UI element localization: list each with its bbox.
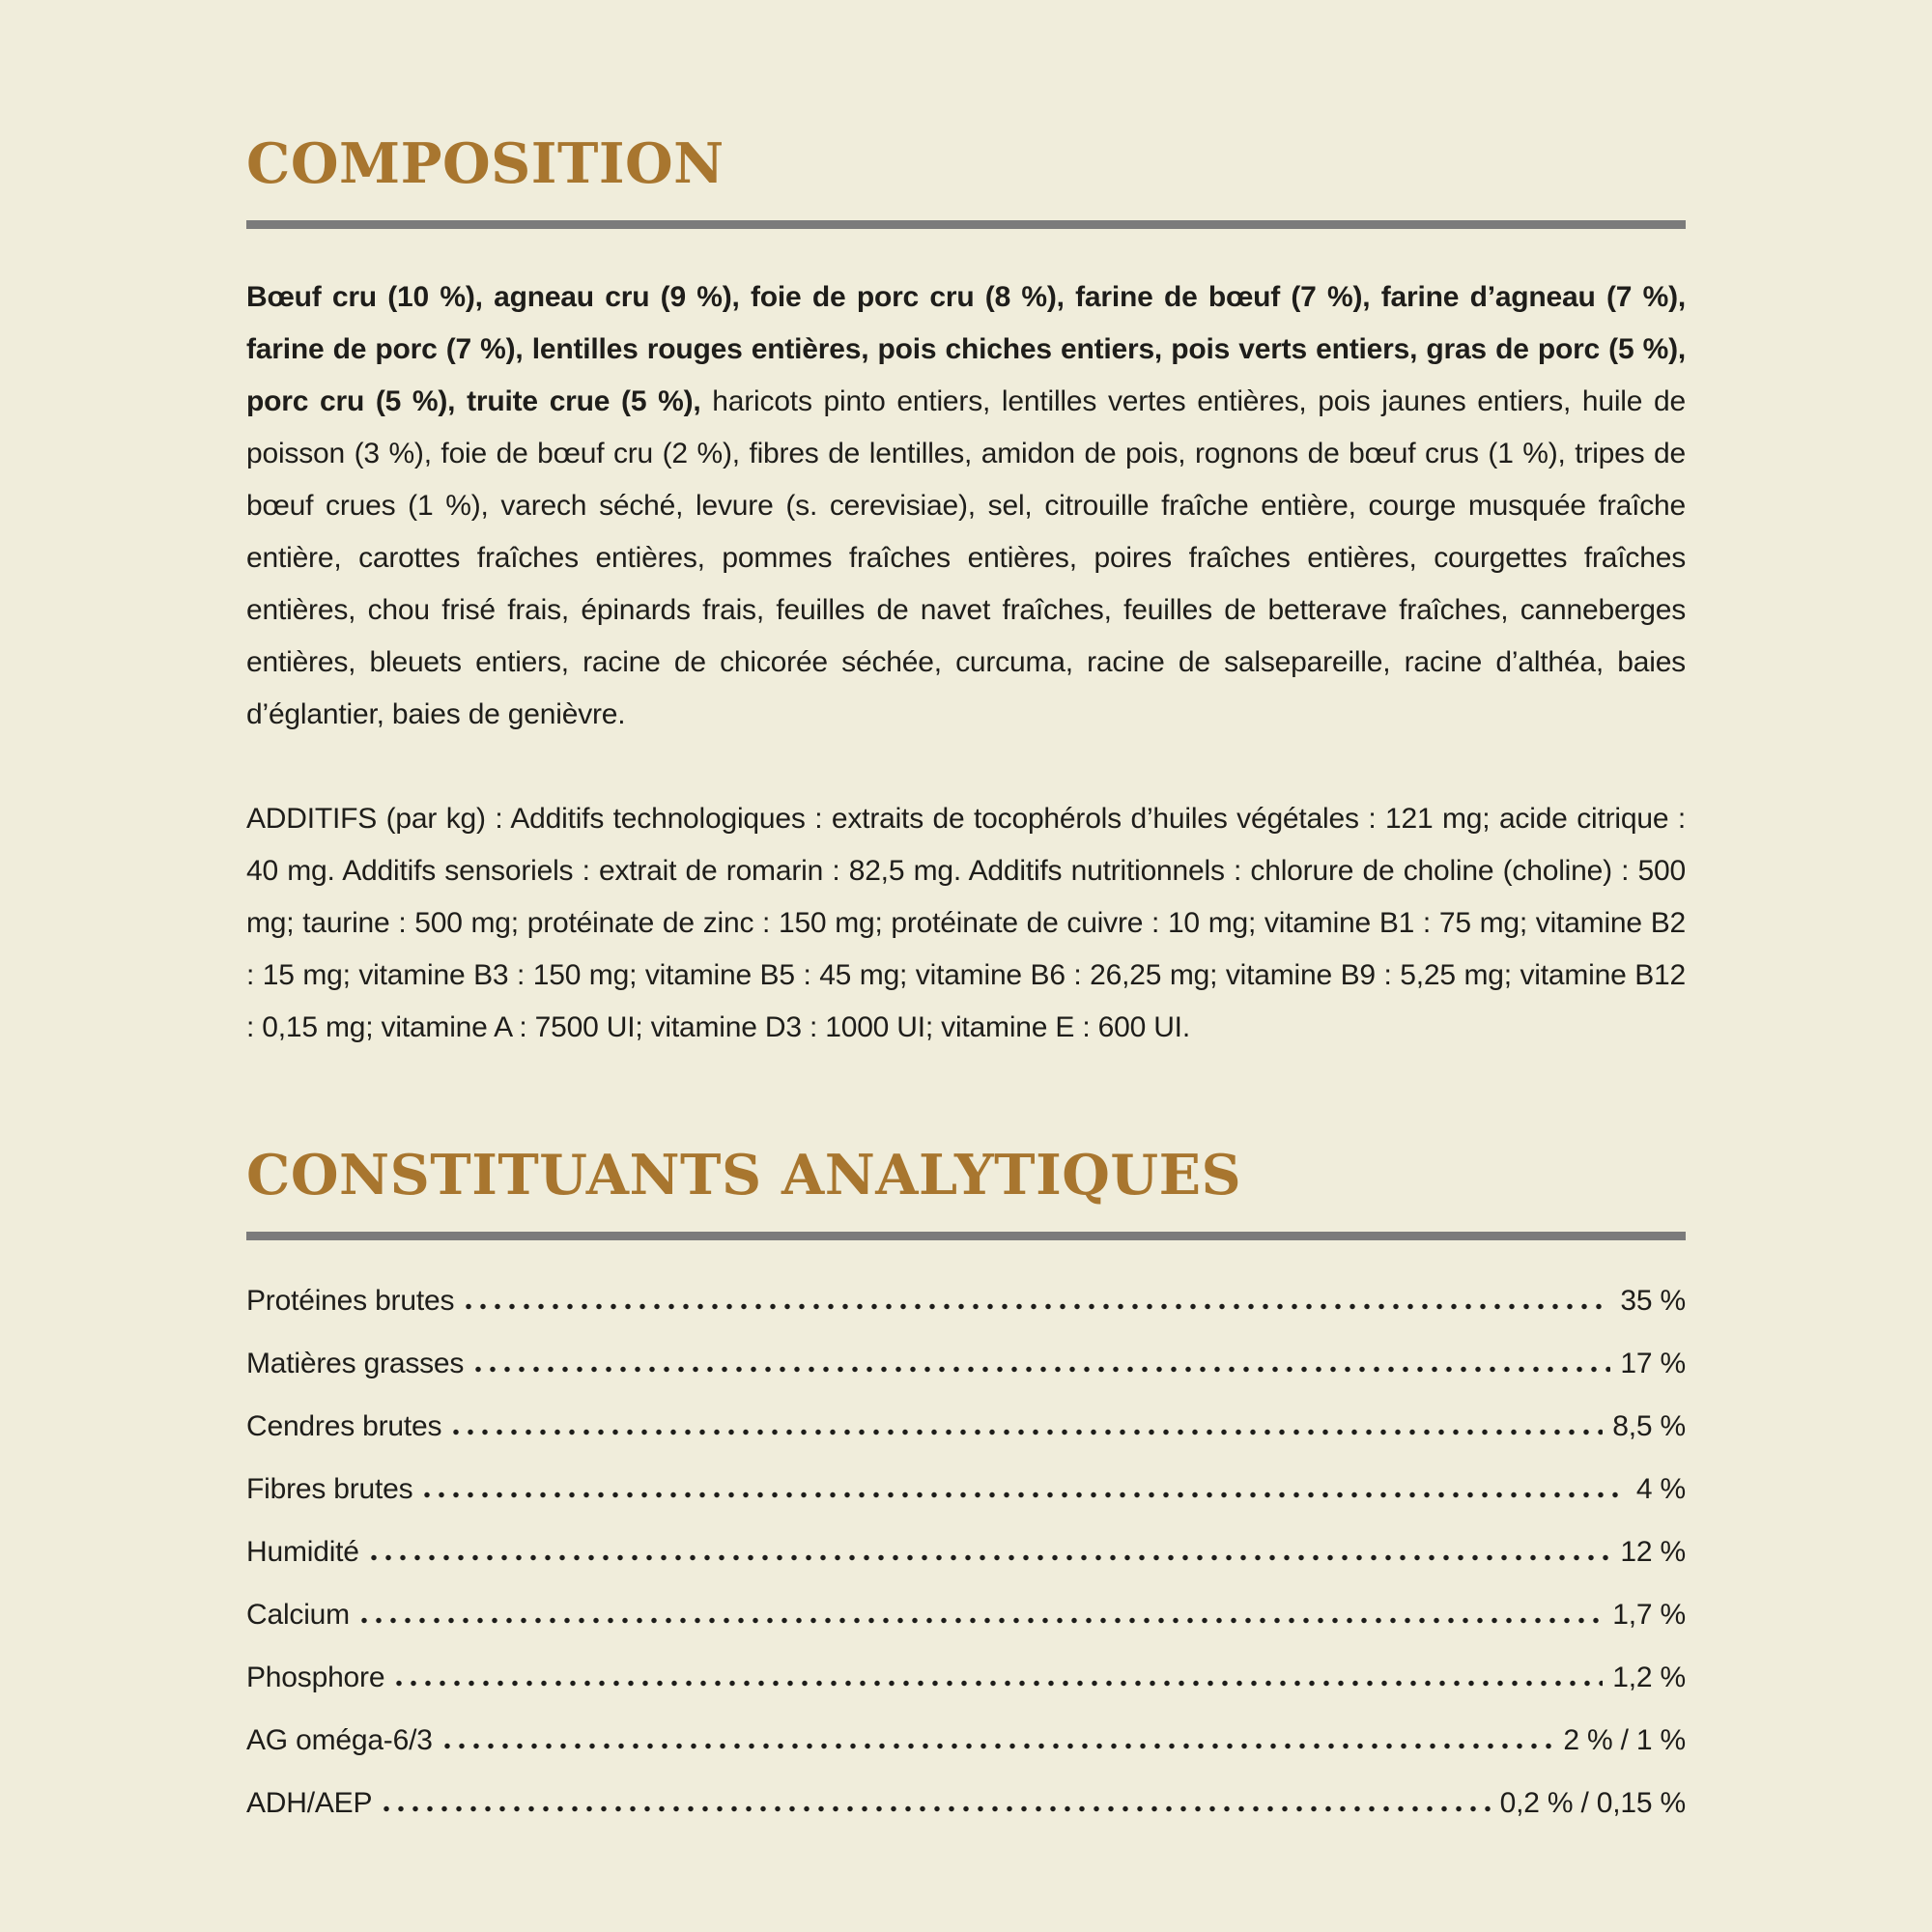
table-row bbox=[246, 1473, 1686, 1536]
ca-row-value: 0,2 % / 0,15 % bbox=[1499, 1787, 1686, 1819]
ca-row-label: Calcium bbox=[246, 1599, 350, 1631]
table-row bbox=[246, 1348, 1686, 1410]
table-row bbox=[246, 1662, 1686, 1724]
dotted-leader bbox=[371, 1554, 1611, 1561]
additives-paragraph: ADDITIFS (par kg) : Additifs technologiques : extraits de tocophérols d’huiles végétales : 121 mg; acide citrique : 40 mg. Additifs sensoriels : extrait de romarin : 82,5 mg. Additifs nutritionnels : chlorure de choline (choline) : 500 mg; taurine : 500 mg; protéinate de zinc : 150 mg; protéinate de cuivre : 10 mg; vitamine B1 : 75 mg; vitamine B2 : 15 mg; vitamine B3 : 150 mg; vitamine B5 : 45 mg; vitamine B6 : 26,25 mg; vitamine B9 : 5,25 mg; vitamine B12 : 0,15 mg; vitamine A : 7500 UI; vitamine D3 : 1000 UI; vitamine E : 600 UI. bbox=[246, 803, 1686, 1043]
ca-row-value: 8,5 % bbox=[1612, 1410, 1686, 1442]
ca-row-value: 4 % bbox=[1635, 1473, 1686, 1505]
analytical-section bbox=[246, 1143, 1686, 1850]
ca-row-label: Fibres brutes bbox=[246, 1473, 413, 1505]
dotted-leader bbox=[424, 1492, 1626, 1498]
table-row bbox=[246, 1285, 1686, 1348]
table-row bbox=[246, 1787, 1686, 1850]
composition-title: COMPOSITION bbox=[246, 131, 724, 196]
ca-row-label: Matières grasses bbox=[246, 1348, 465, 1379]
table-row bbox=[246, 1410, 1686, 1473]
ca-row-value: 2 % / 1 % bbox=[1563, 1724, 1686, 1756]
ca-row-label: Protéines brutes bbox=[246, 1285, 455, 1317]
ca-row-value: 12 % bbox=[1620, 1536, 1686, 1568]
composition-section bbox=[246, 131, 1686, 1054]
ingredients-regular-text: haricots pinto entiers, lentilles vertes entières, pois jaunes entiers, huile de poisson (3 %), foie de bœuf cru (2 %), fibres de lentilles, amidon de pois, rognons de bœuf crus (1 %), tripes de bœuf crues (1 %), varech séché, levure (s. cerevisiae), sel, citrouille fraîche entière, courge musquée fraîche entière, carottes fraîches entières, pommes fraîches entières, poires fraîches entières, courgettes fraîches entières, chou frisé frais, épinards frais, feuilles de navet fraîches, feuilles de betterave fraîches, canneberges entières, bleuets entiers, racine de chicorée séchée, curcuma, racine de salsepareille, racine d’althéa, baies d’églantier, baies de genièvre. bbox=[246, 385, 1686, 730]
ca-row-value: 17 % bbox=[1620, 1348, 1686, 1379]
table-row bbox=[246, 1599, 1686, 1662]
ca-row-label: ADH/AEP bbox=[246, 1787, 373, 1819]
dotted-leader bbox=[444, 1743, 1554, 1749]
dotted-leader bbox=[396, 1680, 1603, 1687]
analytical-divider bbox=[246, 1232, 1686, 1240]
ca-row-label: AG oméga-6/3 bbox=[246, 1724, 433, 1756]
table-row bbox=[246, 1724, 1686, 1787]
ingredients-paragraph bbox=[246, 271, 1686, 741]
dotted-leader bbox=[453, 1429, 1603, 1435]
ingredients-bold-text: Bœuf cru (10 %), agneau cru (9 %), foie de porc cru (8 %), farine de bœuf (7 %), farine d’agneau (7 %), farine de porc (7 %), lentilles rouges entières, pois chiches entiers, pois verts entiers, gras de porc (5 %), porc cru (5 %), truite crue (5 %), bbox=[246, 281, 1686, 417]
dotted-leader bbox=[466, 1303, 1610, 1310]
table-row bbox=[246, 1536, 1686, 1599]
ca-row-label: Humidité bbox=[246, 1536, 359, 1568]
ca-row-label: Cendres brutes bbox=[246, 1410, 442, 1442]
ca-row-value: 1,2 % bbox=[1612, 1662, 1686, 1693]
ca-row-value: 1,7 % bbox=[1612, 1599, 1686, 1631]
ca-row-value: 35 % bbox=[1620, 1285, 1686, 1317]
analytical-table bbox=[246, 1285, 1686, 1850]
dotted-leader bbox=[361, 1617, 1603, 1624]
ca-row-label: Phosphore bbox=[246, 1662, 385, 1693]
dotted-leader bbox=[384, 1805, 1490, 1812]
analytical-title: CONSTITUANTS ANALYTIQUES bbox=[246, 1143, 1242, 1208]
dotted-leader bbox=[475, 1366, 1610, 1373]
label-content bbox=[246, 131, 1686, 1850]
composition-divider bbox=[246, 220, 1686, 229]
